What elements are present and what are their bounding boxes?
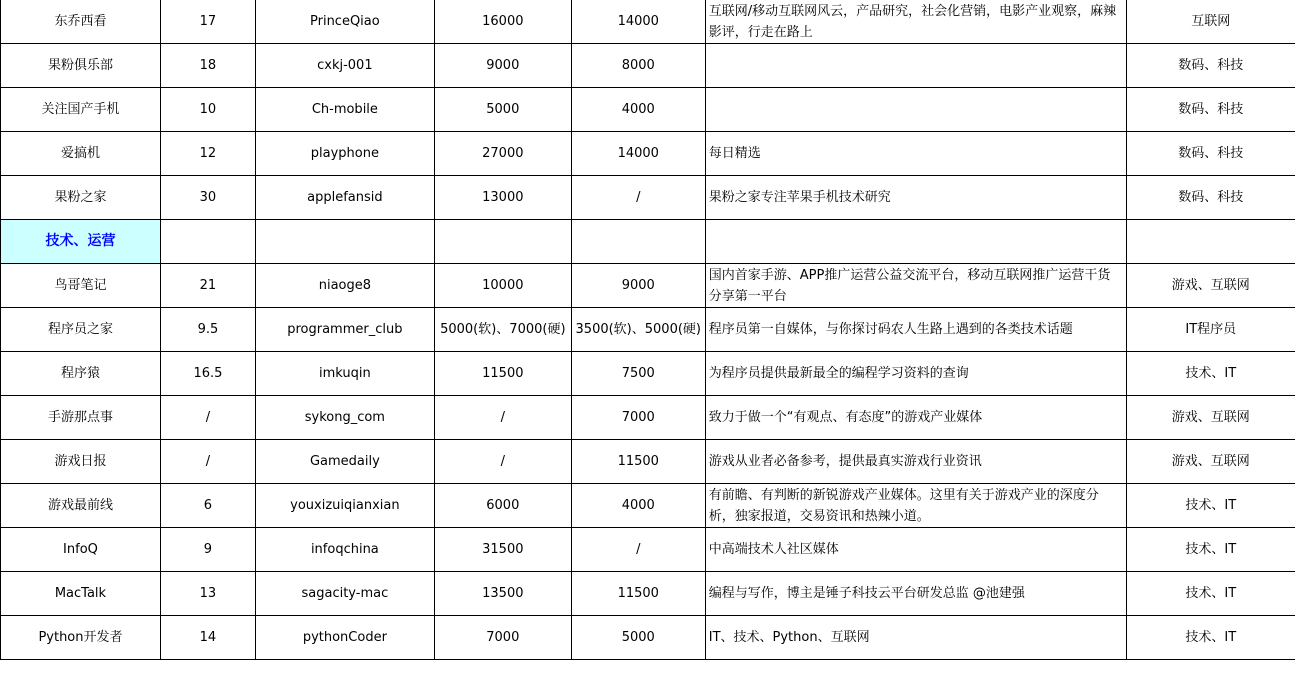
cell-account-name: 手游那点事 [1, 396, 161, 440]
cell-score: 9 [160, 528, 255, 572]
table-body [1, 0, 1295, 660]
cell-account-name: Python开发者 [1, 616, 161, 660]
cell-price-second: 14000 [571, 132, 705, 176]
cell-account-name: 关注国产手机 [1, 88, 161, 132]
table-row [1, 440, 1295, 484]
cell-wechat-id: applefansid [255, 176, 434, 220]
cell-description: 中高端技术人社区媒体 [705, 528, 1126, 572]
cell-description: 果粉之家专注苹果手机技术研究 [705, 176, 1126, 220]
category-label: 技术、运营 [1, 220, 161, 264]
cell-category-tag: 数码、科技 [1126, 176, 1295, 220]
cell-description [705, 44, 1126, 88]
cell-category-tag: IT程序员 [1126, 308, 1295, 352]
cell-price-first: 31500 [434, 528, 571, 572]
cell-account-name: 果粉俱乐部 [1, 44, 161, 88]
cell-score: 12 [160, 132, 255, 176]
cell-score: / [160, 440, 255, 484]
table-row [1, 176, 1295, 220]
cell-description: IT、技术、Python、互联网 [705, 616, 1126, 660]
empty-cell [571, 220, 705, 264]
cell-score: 17 [160, 0, 255, 44]
cell-wechat-id: Gamedaily [255, 440, 434, 484]
cell-price-first: / [434, 440, 571, 484]
cell-account-name: 游戏日报 [1, 440, 161, 484]
cell-wechat-id: cxkj-001 [255, 44, 434, 88]
cell-price-first: / [434, 396, 571, 440]
cell-price-first: 11500 [434, 352, 571, 396]
cell-description: 程序员第一自媒体，与你探讨码农人生路上遇到的各类技术话题 [705, 308, 1126, 352]
cell-price-first: 16000 [434, 0, 571, 44]
cell-score: 13 [160, 572, 255, 616]
cell-price-second: 7000 [571, 396, 705, 440]
table-row [1, 44, 1295, 88]
cell-account-name: 鸟哥笔记 [1, 264, 161, 308]
cell-wechat-id: niaoge8 [255, 264, 434, 308]
cell-category-tag: 技术、IT [1126, 616, 1295, 660]
cell-category-tag: 数码、科技 [1126, 132, 1295, 176]
cell-price-second: 11500 [571, 440, 705, 484]
cell-description: 游戏从业者必备参考，提供最真实游戏行业资讯 [705, 440, 1126, 484]
cell-price-first: 27000 [434, 132, 571, 176]
cell-account-name: 爱搞机 [1, 132, 161, 176]
cell-price-first: 13000 [434, 176, 571, 220]
cell-wechat-id: sagacity-mac [255, 572, 434, 616]
cell-score: 30 [160, 176, 255, 220]
cell-account-name: 果粉之家 [1, 176, 161, 220]
empty-cell [1126, 220, 1295, 264]
cell-category-tag: 数码、科技 [1126, 88, 1295, 132]
cell-account-name: 程序猿 [1, 352, 161, 396]
cell-price-second: 3500(软)、5000(硬) [571, 308, 705, 352]
empty-cell [255, 220, 434, 264]
empty-cell [434, 220, 571, 264]
cell-price-second: / [571, 528, 705, 572]
table-row [1, 308, 1295, 352]
cell-category-tag: 技术、IT [1126, 528, 1295, 572]
cell-score: 21 [160, 264, 255, 308]
table-row [1, 572, 1295, 616]
cell-wechat-id: playphone [255, 132, 434, 176]
cell-category-tag: 游戏、互联网 [1126, 440, 1295, 484]
cell-wechat-id: youxizuiqianxian [255, 484, 434, 528]
cell-wechat-id: programmer_club [255, 308, 434, 352]
table-row [1, 264, 1295, 308]
cell-description: 致力于做一个“有观点、有态度”的游戏产业媒体 [705, 396, 1126, 440]
cell-price-first: 13500 [434, 572, 571, 616]
table-row [1, 528, 1295, 572]
cell-score: / [160, 396, 255, 440]
category-row [1, 220, 1295, 264]
table-row [1, 352, 1295, 396]
cell-score: 10 [160, 88, 255, 132]
cell-score: 16.5 [160, 352, 255, 396]
cell-category-tag: 技术、IT [1126, 484, 1295, 528]
table-row [1, 132, 1295, 176]
cell-score: 14 [160, 616, 255, 660]
cell-description: 国内首家手游、APP推广运营公益交流平台，移动互联网推广运营干货分享第一平台 [705, 264, 1126, 308]
cell-price-first: 5000(软)、7000(硬) [434, 308, 571, 352]
cell-score: 6 [160, 484, 255, 528]
cell-wechat-id: sykong_com [255, 396, 434, 440]
cell-account-name: 游戏最前线 [1, 484, 161, 528]
table-row [1, 396, 1295, 440]
cell-price-second: 8000 [571, 44, 705, 88]
cell-description: 有前瞻、有判断的新锐游戏产业媒体。这里有关于游戏产业的深度分析，独家报道，交易资讯和热辣小道。 [705, 484, 1126, 528]
cell-account-name: MacTalk [1, 572, 161, 616]
cell-description: 编程与写作，博主是锤子科技云平台研发总监 @池建强 [705, 572, 1126, 616]
empty-cell [705, 220, 1126, 264]
cell-score: 9.5 [160, 308, 255, 352]
cell-price-second: 11500 [571, 572, 705, 616]
cell-category-tag: 技术、IT [1126, 572, 1295, 616]
cell-price-second: 14000 [571, 0, 705, 44]
cell-wechat-id: imkuqin [255, 352, 434, 396]
cell-wechat-id: Ch-mobile [255, 88, 434, 132]
cell-price-first: 10000 [434, 264, 571, 308]
cell-category-tag: 互联网 [1126, 0, 1295, 44]
cell-category-tag: 技术、IT [1126, 352, 1295, 396]
cell-account-name: 东乔西看 [1, 0, 161, 44]
cell-category-tag: 数码、科技 [1126, 44, 1295, 88]
cell-score: 18 [160, 44, 255, 88]
cell-wechat-id: infoqchina [255, 528, 434, 572]
table-row [1, 88, 1295, 132]
table-row [1, 484, 1295, 528]
cell-price-second: 9000 [571, 264, 705, 308]
cell-price-first: 9000 [434, 44, 571, 88]
cell-description: 每日精选 [705, 132, 1126, 176]
cell-price-second: 5000 [571, 616, 705, 660]
cell-price-second: / [571, 176, 705, 220]
cell-price-second: 4000 [571, 88, 705, 132]
cell-description: 互联网/移动互联网风云，产品研究，社会化营销，电影产业观察，麻辣影评，行走在路上 [705, 0, 1126, 44]
cell-price-first: 5000 [434, 88, 571, 132]
cell-price-second: 4000 [571, 484, 705, 528]
cell-wechat-id: PrinceQiao [255, 0, 434, 44]
cell-category-tag: 游戏、互联网 [1126, 396, 1295, 440]
table-row [1, 616, 1295, 660]
cell-account-name: 程序员之家 [1, 308, 161, 352]
cell-category-tag: 游戏、互联网 [1126, 264, 1295, 308]
cell-price-first: 7000 [434, 616, 571, 660]
empty-cell [160, 220, 255, 264]
cell-description [705, 88, 1126, 132]
cell-description: 为程序员提供最新最全的编程学习资料的查询 [705, 352, 1126, 396]
table-row [1, 0, 1295, 44]
cell-account-name: InfoQ [1, 528, 161, 572]
cell-price-first: 6000 [434, 484, 571, 528]
cell-price-second: 7500 [571, 352, 705, 396]
cell-wechat-id: pythonCoder [255, 616, 434, 660]
